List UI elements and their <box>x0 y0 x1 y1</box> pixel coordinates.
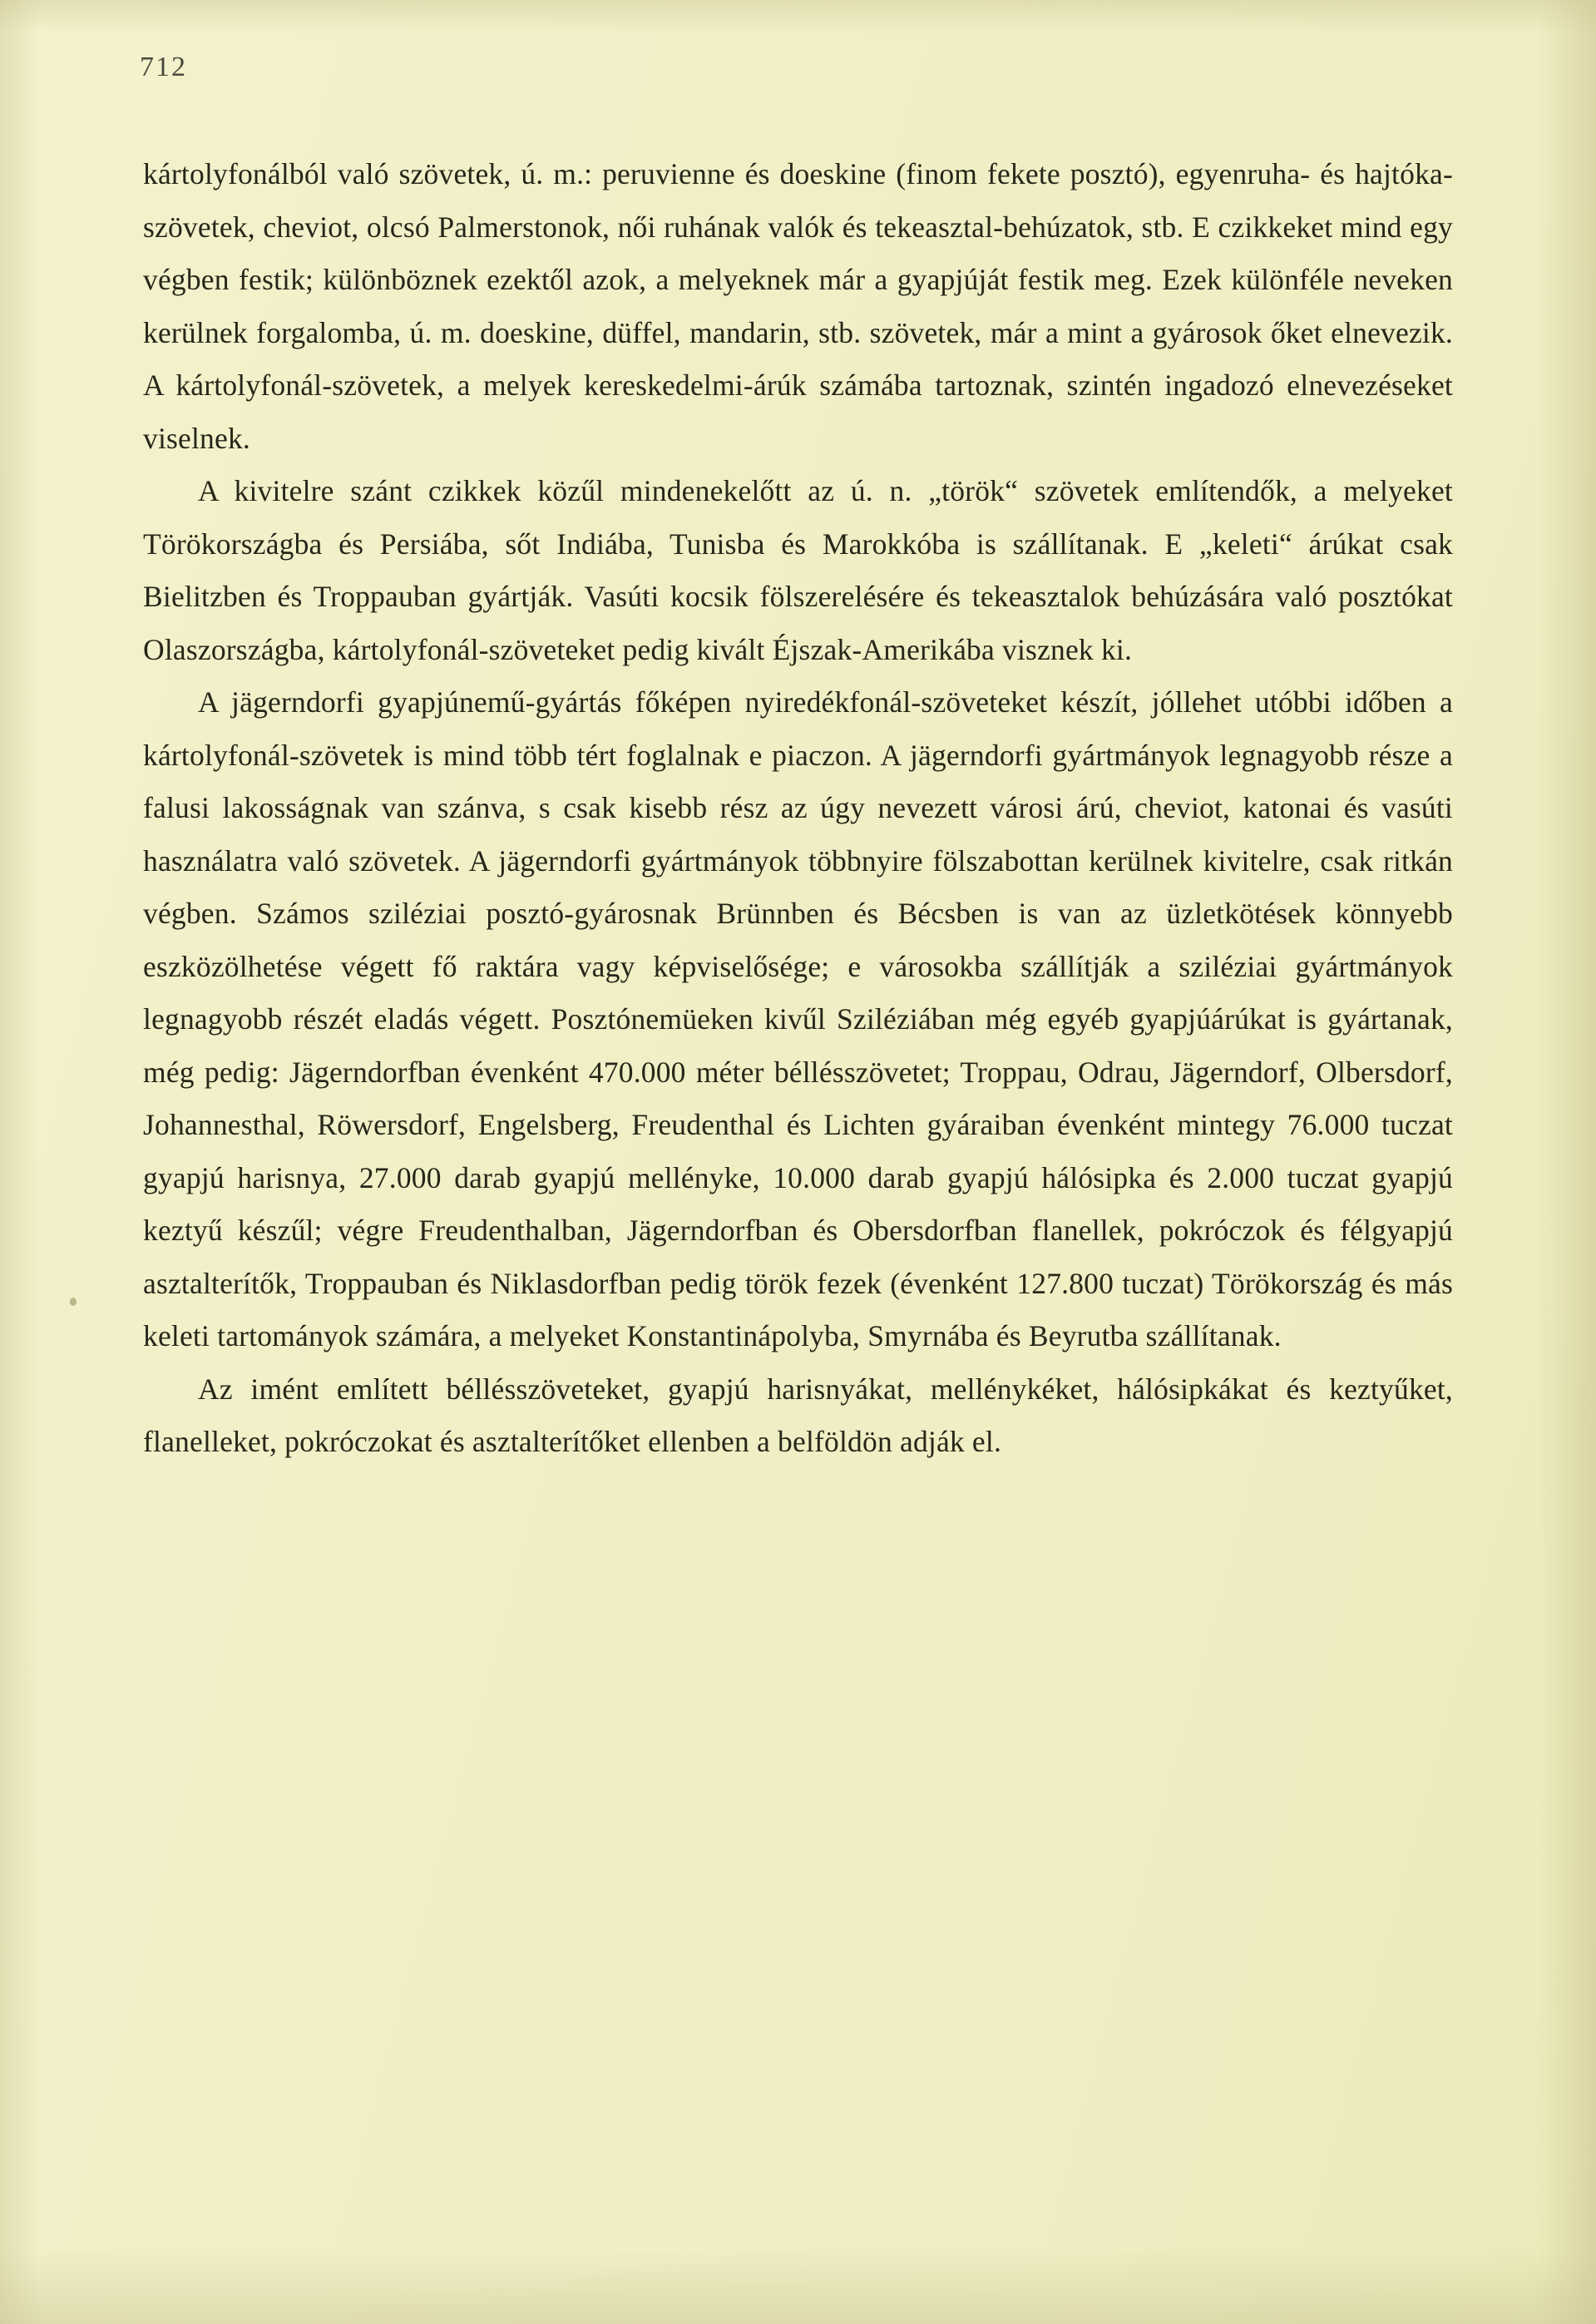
page-edge-shading-left <box>0 0 40 2324</box>
page-edge-shading-top <box>0 0 1596 33</box>
body-text <box>143 148 1453 1469</box>
paper-stain-mark <box>70 1298 77 1306</box>
paragraph-3: A jägerndorfi gyapjúnemű-gyártás főképen nyiredékfonál-szöveteket készít, jóllehet utóbbi időben a kártolyfonál-szövetek is mind több tért foglalnak e piaczon. A jägerndorfi gyártmányok legnagyobb része a falusi lakosságnak van szánva, s csak kisebb rész az úgy nevezett városi árú, cheviot, katonai és vasúti használatra való szövetek. A jägerndorfi gyártmányok többnyire fölszabottan kerülnek kivitelre, csak ritkán végben. Számos sziléziai posztó-gyárosnak Brünnben és Bécsben is van az üzletkötések könnyebb eszközölhetése végett fő raktára vagy képviselősége; e városokba szállítják a sziléziai gyártmányok legnagyobb részét eladás végett. Posztónemüeken kivűl Sziléziában még egyéb gyapjúárúkat is gyártanak, még pedig: Jägerndorfban évenként 470.000 méter béllésszövetet; Troppau, Odrau, Jägerndorf, Olbersdorf, Johannesthal, Röwersdorf, Engelsberg, Freudenthal és Lichten gyáraiban évenként mintegy 76.000 tuczat gyapjú harisnya, 27.000 darab gyapjú mellényke, 10.000 darab gyapjú hálósipka és 2.000 tuczat gyapjú keztyű készűl; végre Freudenthalban, Jägerndorfban és Obersdorfban flanellek, pokróczok és félgyapjú asztalterítők, Troppauban és Niklasdorfban pedig török fezek (évenként 127.800 tuczat) Törökország és más keleti tartományok számára, a melyeket Konstantinápolyba, Smyrnába és Beyrutba szállítanak. <box>143 685 1453 1352</box>
paragraph-4: Az imént említett béllésszöveteket, gyapjú harisnyákat, mellénykéket, hálósipkákat és keztyűket, flanelleket, pokróczokat és asztalterítőket ellenben a belföldön adják el. <box>143 1372 1453 1458</box>
page-number: 712 <box>140 52 187 82</box>
page-edge-shading-bottom <box>0 2249 1596 2324</box>
paragraph-2: A kivitelre szánt czikkek közűl mindenekelőtt az ú. n. „török“ szövetek említendők, a melyeket Törökországba és Persiába, sőt Indiába, Tunisba és Marokkóba is szállítanak. E „keleti“ árúkat csak Bielitzben és Troppauban gyártják. Vasúti kocsik fölszerelésére és tekeasztalok behúzására való posztókat Olaszországba, kártolyfonál-szöveteket pedig kivált Éjszak-Amerikába visznek ki. <box>143 474 1453 666</box>
paragraph-1: kártolyfonálból való szövetek, ú. m.: peruvienne és doeskine (finom fekete posztó), egyenruha- és hajtóka-szövetek, cheviot, olcsó Palmerstonok, női ruhának valók és tekeasztal-behúzatok, stb. E czikkeket mind egy végben festik; különböznek ezektől azok, a melyeknek már a gyapjúját festik meg. Ezek különféle neveken kerülnek forgalomba, ú. m. doeskine, düffel, mandarin, stb. szövetek, már a mint a gyárosok őket elnevezik. A kártolyfonál-szövetek, a melyek kereskedelmi-árúk számába tartoznak, szintén ingadozó elnevezéseket viselnek. <box>143 157 1453 455</box>
page-edge-shading-right <box>1538 0 1596 2324</box>
